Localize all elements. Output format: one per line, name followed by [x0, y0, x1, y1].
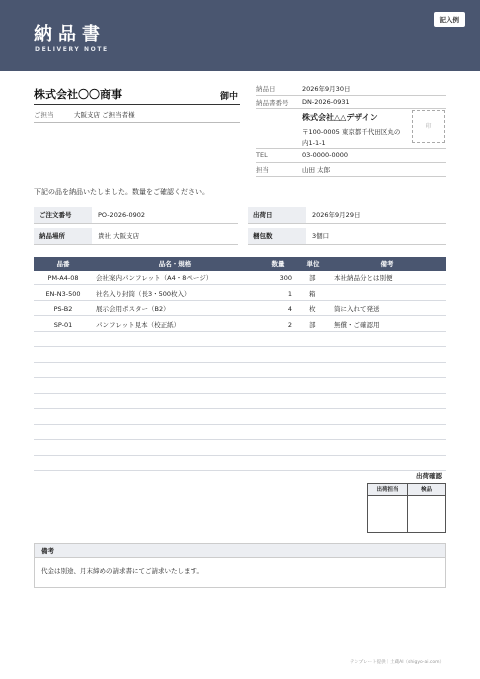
cell-note — [334, 457, 446, 471]
staff-value: 山田 太郎 — [302, 166, 331, 174]
confirm-inspection-header: 検品 — [408, 484, 445, 496]
cell-note — [334, 333, 446, 347]
table-row — [34, 349, 446, 363]
cell-name — [96, 411, 256, 425]
page-subtitle: DELIVERY NOTE — [35, 46, 109, 53]
intro-text: 下記の品を納品いたしました。数量をご確認ください。 — [34, 188, 209, 196]
divider — [256, 95, 446, 96]
cell-name: 社名入り封筒（長3・500枚入） — [96, 289, 191, 298]
confirm-divider — [407, 484, 408, 532]
contact-divider — [34, 122, 240, 123]
note-number-label: 納品書番号 — [256, 99, 289, 107]
footer-credit: テンプレート提供｜土蔵AI（shigyo-ai.com） — [350, 660, 444, 665]
header-band — [0, 0, 480, 71]
po-label: ご注文番号 — [34, 207, 92, 224]
cell-name: 展示会用ポスター（B2） — [96, 305, 170, 313]
cell-qty: 2 — [287, 320, 292, 329]
cell-name — [96, 457, 256, 471]
table-row — [34, 318, 446, 332]
cell-note — [334, 364, 446, 378]
cell-note — [334, 287, 446, 301]
cell-name — [96, 395, 256, 409]
cell-unit — [309, 411, 327, 425]
staff-label: 担当 — [256, 166, 269, 174]
remarks-box — [34, 543, 446, 588]
place-label: 納品場所 — [34, 228, 92, 245]
cell-qty — [258, 395, 292, 409]
table-row — [34, 426, 446, 440]
issuer-company: 株式会社△△デザイン — [302, 113, 378, 122]
delivery-date-label: 納品日 — [256, 85, 276, 93]
cell-code — [34, 395, 92, 409]
col-unit: 単位 — [306, 260, 320, 268]
cell-note — [334, 426, 446, 440]
cell-unit: 部 — [309, 274, 316, 282]
recipient-underline — [34, 104, 240, 105]
cell-unit — [309, 349, 327, 363]
example-badge: 記入例 — [434, 12, 466, 27]
col-code: 品番 — [56, 260, 70, 268]
delivery-date-value: 2026年9月30日 — [302, 85, 351, 93]
cell-code — [34, 364, 92, 378]
note-number-value: DN-2026-0931 — [302, 98, 350, 106]
cell-name — [96, 349, 256, 363]
recipient-contact-label: ご担当 — [34, 111, 54, 119]
confirmation-title: 出荷確認 — [416, 472, 442, 480]
cell-qty — [258, 457, 292, 471]
table-row — [34, 333, 446, 347]
cell-qty — [258, 411, 292, 425]
recipient-contact-value: 大阪支店 ご担当者様 — [74, 111, 135, 119]
recipient-company: 株式会社〇〇商事 — [34, 88, 122, 101]
tel-label: TEL — [256, 151, 268, 159]
cell-qty — [258, 442, 292, 456]
cell-name — [96, 426, 256, 440]
cell-qty — [258, 333, 292, 347]
page-title: 納品書 — [34, 24, 106, 45]
cell-name — [96, 380, 256, 394]
cell-code — [34, 457, 92, 471]
table-row — [34, 442, 446, 456]
cell-code — [34, 349, 92, 363]
cell-qty — [258, 364, 292, 378]
po-value: PO-2026-0902 — [92, 207, 238, 224]
cell-code — [34, 442, 92, 456]
cell-code: PS-B2 — [53, 305, 73, 313]
remarks-label: 備考 — [35, 544, 445, 558]
cell-name — [96, 333, 256, 347]
cell-name — [96, 364, 256, 378]
cell-name: 会社案内パンフレット（A4・8ページ） — [96, 274, 213, 282]
cell-code: PM-A4-08 — [47, 274, 79, 282]
cell-code — [34, 333, 92, 347]
cell-qty — [258, 380, 292, 394]
ship-date-value: 2026年9月29日 — [306, 207, 446, 224]
packages-label: 梱包数 — [248, 228, 306, 245]
recipient-block — [34, 86, 240, 119]
cell-code: SP-01 — [53, 320, 73, 329]
divider — [256, 162, 446, 163]
cell-note — [334, 349, 446, 363]
cell-note: 筒に入れて発送 — [334, 305, 380, 313]
table-row — [34, 271, 446, 285]
table-row — [34, 411, 446, 425]
cell-code — [34, 426, 92, 440]
cell-unit: 箱 — [309, 289, 316, 298]
cell-code — [34, 411, 92, 425]
cell-qty — [258, 426, 292, 440]
table-row — [34, 395, 446, 409]
divider — [256, 148, 446, 149]
cell-unit — [309, 457, 327, 471]
table-row — [34, 380, 446, 394]
table-row — [34, 302, 446, 316]
cell-note — [334, 395, 446, 409]
cell-qty: 4 — [287, 305, 292, 313]
cell-name: パンフレット見本（校正紙） — [96, 320, 181, 329]
table-row — [34, 287, 446, 301]
seal-box: 印 — [412, 110, 445, 143]
confirmation-box — [367, 483, 446, 533]
recipient-contact-row — [34, 110, 240, 119]
tel-value: 03-0000-0000 — [302, 151, 349, 159]
cell-unit — [309, 380, 327, 394]
divider — [256, 176, 446, 177]
cell-unit: 部 — [309, 320, 316, 329]
cell-unit — [309, 364, 327, 378]
cell-note — [334, 411, 446, 425]
place-value: 貴社 大阪支店 — [92, 228, 238, 245]
cell-note: 本社納品分とは別便 — [334, 274, 393, 282]
cell-qty — [258, 349, 292, 363]
cell-unit — [309, 395, 327, 409]
cell-qty: 300 — [279, 274, 292, 282]
cell-name — [96, 442, 256, 456]
items-header — [34, 257, 446, 271]
cell-unit — [309, 426, 327, 440]
divider — [256, 108, 446, 109]
cell-unit: 枚 — [309, 305, 316, 313]
remarks-text: 代金は別途、月末締めの請求書にてご請求いたします。 — [41, 567, 203, 575]
cell-code: EN-N3-500 — [45, 289, 81, 298]
recipient-honorific: 御中 — [219, 92, 238, 102]
confirm-shipper-header: 出荷担当 — [368, 484, 407, 496]
table-row — [34, 364, 446, 378]
order-info — [34, 207, 446, 247]
table-row — [34, 457, 446, 471]
cell-note: 無償・ご確認用 — [334, 320, 380, 329]
packages-value: 3個口 — [306, 228, 446, 245]
issuer-address: 〒100-0005 東京都千代田区丸の内1-1-1 — [302, 128, 401, 147]
cell-unit — [309, 333, 327, 347]
cell-qty: 1 — [287, 289, 292, 298]
col-name: 品名・規格 — [158, 260, 192, 268]
cell-code — [34, 380, 92, 394]
cell-note — [334, 380, 446, 394]
col-qty: 数量 — [271, 260, 285, 268]
cell-note — [334, 442, 446, 456]
ship-date-label: 出荷日 — [248, 207, 306, 224]
col-note: 備考 — [380, 260, 394, 268]
cell-unit — [309, 442, 327, 456]
